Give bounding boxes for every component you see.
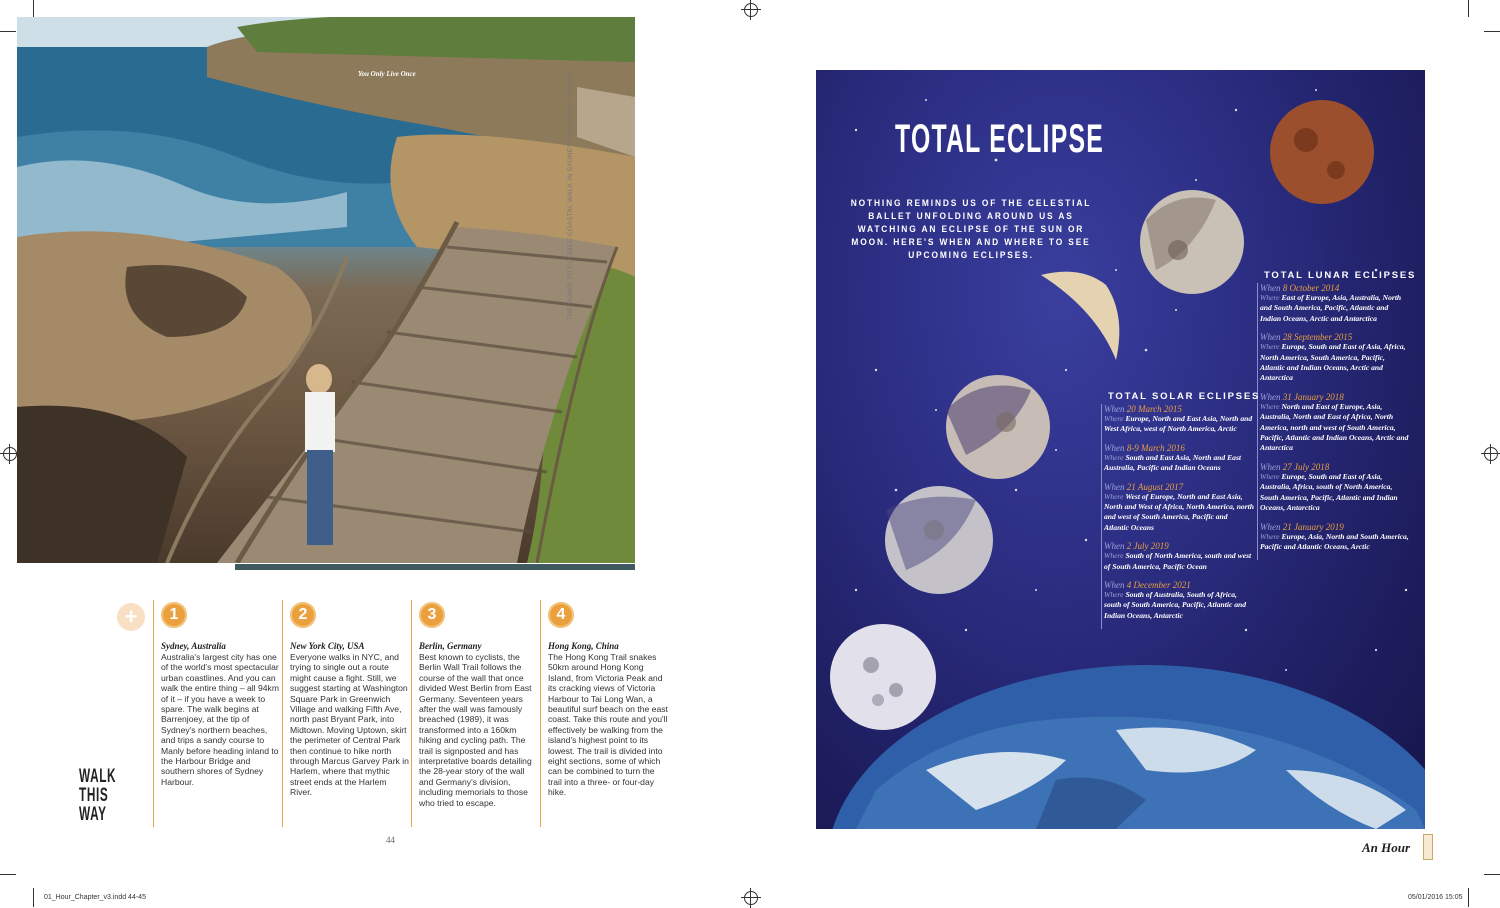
list-item [1260,283,1410,324]
walk-column-3 [411,600,539,827]
registration-mark-icon [3,447,17,461]
eclipse-date: 2 July 2019 [1126,541,1169,552]
eclipse-locations: East of Europe, Asia, Australia, North and South America, Pacific, Atlantic and Indian Oceans, Arctic and Antarctica [1260,293,1402,323]
column-title: Berlin, Germany [419,641,482,651]
where-label: Where [1104,491,1124,501]
eclipse-locations: Europe, South and East of Asia, Australia, Africa, south of North America, South America, Pacific, Atlantic and Indian Oceans, Antarctica [1260,471,1398,513]
where-label: Where [1260,471,1280,481]
registration-mark-icon [744,891,758,905]
crop-mark [1468,888,1469,907]
eclipse-locations: West of Europe, North and East Asia, North and West of Africa, North America, north and west of South America, Pacific and Atlantic Oceans [1104,491,1254,532]
number-badge: 2 [290,602,316,628]
section-label-line: THIS [79,785,109,806]
crop-mark [33,0,34,17]
crop-mark [0,874,16,875]
number-badge: 4 [548,602,574,628]
crop-mark [1484,31,1500,32]
column-title: Sydney, Australia [161,641,226,651]
when-label: When [1260,283,1281,293]
solar-eclipse-list [1101,404,1254,629]
section-label [79,767,116,824]
solar-heading: TOTAL SOLAR ECLIPSES [1108,391,1261,402]
eclipse-locations: South of North America, south and west of South America, Pacific Ocean [1104,551,1252,571]
number-badge: 3 [419,602,445,628]
list-item [1104,482,1254,534]
list-item [1260,332,1410,384]
eclipse-locations: Europe, North and East Asia, North and West Africa, west of North America, Arctic [1104,414,1253,434]
column-title: Hong Kong, China [548,641,619,651]
crop-mark [0,31,16,32]
eclipse-date: 21 August 2017 [1126,481,1184,492]
column-body: Best known to cyclists, the Berlin Wall Trail follows the course of the wall that once divided West Berlin from East Germany. Seventeen years after the wall was famously breached (1989), it was transformed into a 160km hiking and cycling path. The trail is signposted and has interpretative boards detailing the 28-year story of the wall and Germany's division, including memorials to those who tried to escape. [419,652,532,808]
page-number: 44 [386,835,395,845]
intro-text: NOTHING REMINDS US OF THE CELESTIAL BALLET UNFOLDING AROUND US AS WATCHING AN ECLIPSE OF THE SUN OR MOON. HERE'S WHEN AND WHERE TO SEE UPCOMING ECLIPSES. [850,198,1092,260]
eclipse-locations: Europe, Asia, North and South America, Pacific and Atlantic Oceans, Arctic [1260,531,1409,551]
eclipse-date: 8 October 2014 [1282,283,1340,293]
when-label: When [1104,580,1125,591]
where-label: Where [1260,401,1280,411]
registration-mark-icon [744,3,758,17]
when-label: When [1260,461,1281,472]
list-item [1104,580,1254,621]
eclipse-date: 4 December 2021 [1126,580,1191,591]
lunar-eclipse-list [1257,283,1410,560]
crop-mark [33,888,34,907]
where-label: Where [1104,414,1124,423]
where-label: Where [1104,590,1124,600]
column-body: Everyone walks in NYC, and trying to single out a route might cause a fight. Still, we suggest starting at Washington Square Park in Greenwich Village and walking Fifth Ave, north past Bryant Park, into Midtown. Moving Uptown, skirt the perimeter of Central Park then continue to hike north through Marcus Garvey Park in Harlem, where that mythic street ends at the Harlem River. [290,652,409,798]
where-label: Where [1260,342,1280,352]
walk-column-4 [540,600,668,827]
list-item [1260,522,1410,553]
eclipse-locations: South and East Asia, North and East Australia, Pacific and Indian Oceans [1104,452,1242,473]
where-label: Where [1260,293,1280,302]
lunar-heading: TOTAL LUNAR ECLIPSES [1264,270,1417,281]
number-badge: 1 [161,602,187,628]
when-label: When [1104,481,1125,492]
list-item [1104,541,1254,572]
when-label: When [1260,332,1281,343]
section-label-line: WAY [79,804,107,825]
eclipse-date: 21 January 2019 [1282,521,1344,532]
eclipse-date: 31 January 2018 [1282,391,1344,402]
eclipse-locations: Europe, South and East of Asia, Africa, North America, South America, Pacific, Atlantic and Indian Oceans, Arctic and Antarctica [1260,342,1406,383]
photo-label: You Only Live Once [358,70,416,78]
column-title: New York City, USA [290,641,365,651]
eclipse-date: 20 March 2015 [1126,404,1182,414]
when-label: When [1260,391,1281,402]
caption-bar [235,564,635,570]
column-body: The Hong Kong Trail snakes 50km around Hong Kong Island, from Victoria Peak and its cracking views of Victoria Harbour to Tai Long Wan, a beautiful surf beach on the east coast. Take this route and you'll effectively be walking from the island's highest point to its lowest. The trail is divided into eight sections, some of which can be combined to turn the trail into a three- or four-day hike. [548,652,668,798]
crop-mark [1484,874,1500,875]
where-label: Where [1260,531,1280,541]
list-item [1260,462,1410,514]
list-item [1104,404,1254,435]
where-label: Where [1104,551,1124,561]
file-slug: 01_Hour_Chapter_v3.indd 44-45 [44,894,146,901]
eclipse-locations: North and East of Europe, Asia, Australia, North and East of Africa, North America, north and west of South America, Pacific, Atlantic and Indian Oceans, Arctic and Antarctica [1260,401,1409,453]
print-timestamp: 05/01/2016 15:05 [1408,894,1463,901]
plus-icon: + [117,603,145,631]
when-label: When [1104,404,1125,414]
walk-column-2 [282,600,410,827]
eclipse-locations: South of Australia, South of Africa, south of South America, Pacific, Atlantic and Indian Oceans, Antarctic [1104,590,1247,620]
eclipse-date: 28 September 2015 [1282,332,1353,343]
when-label: When [1104,442,1125,453]
crop-mark [1468,0,1469,17]
eclipse-date: 27 July 2018 [1282,461,1330,472]
brand-logo: An Hour [1362,840,1411,855]
walk-column-1 [153,600,281,827]
page-title: TOTAL ECLIPSE [895,117,1105,161]
column-body: Australia's largest city has one of the world's most spectacular urban coastlines. And you can walk the entire thing – all 94km of it – if you have a week to spare. The walk begins at Barrenjoey, at the tip of Sydney's northern beaches, and trips a sandy course to Manly before heading inland to the Harbour Bridge and southern shores of Sydney Harbour. [161,652,279,787]
when-label: When [1260,521,1281,532]
where-label: Where [1104,452,1124,462]
list-item [1104,443,1254,474]
eclipse-date: 8-9 March 2016 [1126,442,1185,453]
section-label-line: WALK [79,766,117,787]
list-item [1260,392,1410,454]
when-label: When [1104,541,1125,552]
hourglass-icon [1423,834,1433,860]
photo-credit: THE BONDI TO COOGEE COASTAL WALK IN SYDNEY Getty/Andrew Watson [567,72,574,320]
registration-mark-icon [1484,447,1498,461]
coastal-walk-photo [17,17,635,563]
